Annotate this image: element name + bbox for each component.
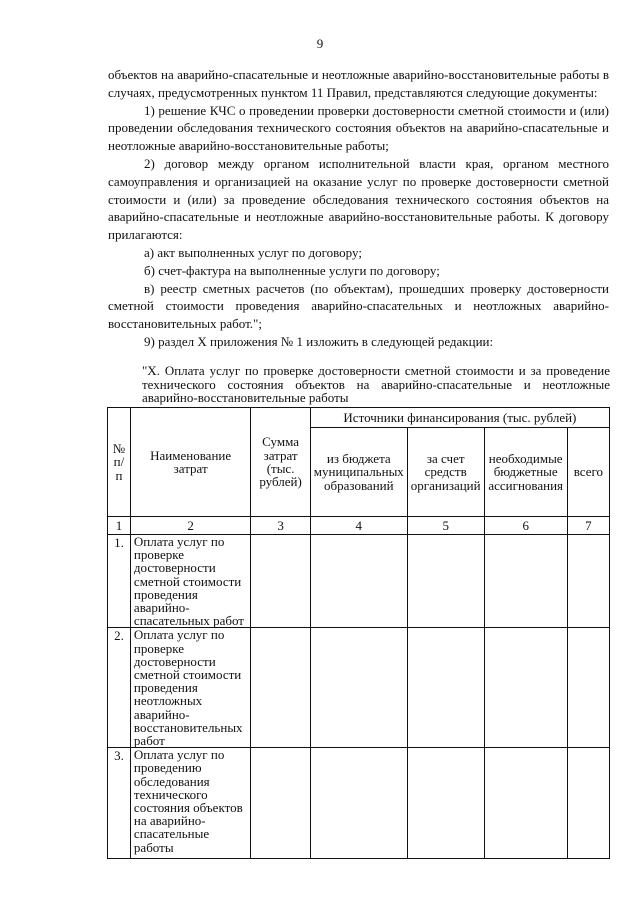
- empty-cell: [407, 535, 484, 628]
- column-number-row: [108, 517, 610, 535]
- paragraph: б) счет-фактура на выполненные услуги по договору;: [144, 262, 440, 278]
- paragraph: объектов на аварийно-спасательные и неотложные аварийно-восстановительные работы в случаях, предусмотренных пунктом 11 Правил, представляются следующие документы:: [108, 67, 609, 100]
- financing-table: [107, 407, 610, 859]
- header-municipal: из бюджета муниципальных образований: [310, 428, 407, 517]
- table-row: [108, 628, 610, 748]
- row-name: Оплата услуг по проведению обследования технического состояния объектов на аварийно-спасательные работы: [130, 748, 250, 859]
- empty-cell: [567, 748, 609, 859]
- column-number: 5: [407, 517, 484, 535]
- empty-cell: [484, 748, 567, 859]
- section-title-text: "X. Оплата услуг по проверке достоверности сметной стоимости и за проведение технического состояния объектов на аварийно-спасательные и неотложные аварийно-восстановительные работы: [142, 363, 610, 406]
- paragraph: 1) решение КЧС о проведении проверки достоверности сметной стоимости и (или) проведении обследования технического состояния объектов на аварийно-спасательные и неотложные аварийно-восстановительные работы;: [108, 102, 609, 154]
- column-number: 6: [484, 517, 567, 535]
- empty-cell: [310, 535, 407, 628]
- empty-cell: [251, 628, 310, 748]
- section-title: [142, 364, 610, 405]
- empty-cell: [407, 748, 484, 859]
- empty-cell: [484, 535, 567, 628]
- column-number: 7: [567, 517, 609, 535]
- table-row: [108, 748, 610, 859]
- empty-cell: [310, 748, 407, 859]
- header-needed: необходимые бюджетные ассигнования: [484, 428, 567, 517]
- column-number: 1: [108, 517, 131, 535]
- row-number: 2.: [108, 628, 131, 748]
- header-num: № п/п: [108, 408, 131, 517]
- body-text: [108, 66, 609, 351]
- column-number: 3: [251, 517, 310, 535]
- empty-cell: [251, 748, 310, 859]
- empty-cell: [567, 535, 609, 628]
- page-number: 9: [316, 36, 324, 51]
- header-org: за счет средств организаций: [407, 428, 484, 517]
- paragraph: а) акт выполненных услуг по договору;: [144, 244, 362, 260]
- row-number: 3.: [108, 748, 131, 859]
- header-sources: Источники финансирования (тыс. рублей): [310, 408, 609, 428]
- empty-cell: [251, 535, 310, 628]
- table-row: [108, 535, 610, 628]
- paragraph: в) реестр сметных расчетов (по объектам), прошедших проверку достоверности сметной стоимости проведения аварийно-спасательных и неотложных аварийно-восстановительных работ.";: [108, 280, 609, 332]
- table-header-row: [108, 408, 610, 428]
- empty-cell: [484, 628, 567, 748]
- paragraph: 9) раздел X приложения № 1 изложить в следующей редакции:: [144, 333, 494, 349]
- column-number: 4: [310, 517, 407, 535]
- row-name: Оплата услуг по проверке достоверности сметной стоимости проведения неотложных аварийно-восстановительных работ: [130, 628, 250, 748]
- row-name: Оплата услуг по проверке достоверности сметной стоимости проведения аварийно-спасательных работ: [130, 535, 250, 628]
- column-number: 2: [130, 517, 250, 535]
- row-number: 1.: [108, 535, 131, 628]
- paragraph: 2) договор между органом исполнительной власти края, органом местного самоуправления и организацией на оказание услуг по проверке достоверности сметной стоимости и (или) за проведение обследования технического состояния объектов на аварийно-спасательные и неотложные аварийно-восстановительные работы. К договору прилагаются:: [108, 155, 609, 243]
- empty-cell: [407, 628, 484, 748]
- header-sum: Сумма затрат (тыс. рублей): [251, 408, 310, 517]
- header-name: Наименование затрат: [130, 408, 250, 517]
- empty-cell: [567, 628, 609, 748]
- empty-cell: [310, 628, 407, 748]
- header-total: всего: [567, 428, 609, 517]
